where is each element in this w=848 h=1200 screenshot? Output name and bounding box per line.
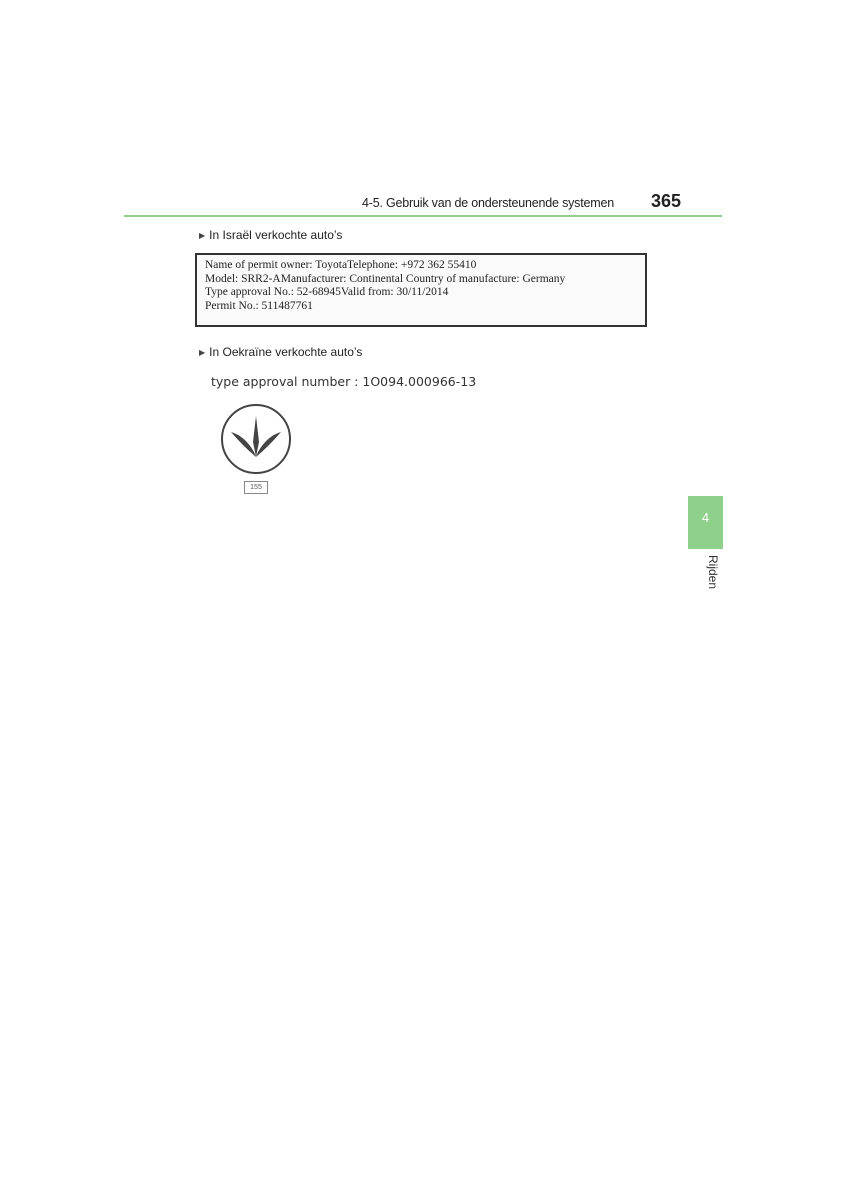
chapter-tab: 4 [688,496,723,549]
figure-label: 155 [244,481,268,494]
permit-line: Type approval No.: 52-68945Valid from: 30/11/2014 [205,286,449,298]
triangle-bullet-icon: ▶ [199,231,206,240]
chapter-name: Rijden [706,555,720,590]
permit-line: Model: SRR2-AManufacturer: Continental Country of manufacture: Germany [205,272,566,285]
page-number: 365 [651,191,682,211]
ukraine-bullet [199,345,362,359]
ukraine-conformity-mark-icon [219,402,293,476]
type-approval-number: type approval number : 1O094.000966-13 [211,374,477,389]
israel-bullet-text: In Israël verkochte auto’s [209,228,343,242]
israel-permit-box [195,253,647,327]
permit-line: Name of permit owner: ToyotaTelephone: +972 362 55410 [205,259,477,271]
section-title: 4-5. Gebruik van de ondersteunende systemen [362,196,614,210]
header-rule [124,215,722,217]
israel-bullet [199,228,342,242]
triangle-bullet-icon: ▶ [199,348,206,357]
permit-line: Permit No.: 511487761 [205,299,313,312]
ukraine-bullet-text: In Oekraïne verkochte auto’s [209,345,363,359]
